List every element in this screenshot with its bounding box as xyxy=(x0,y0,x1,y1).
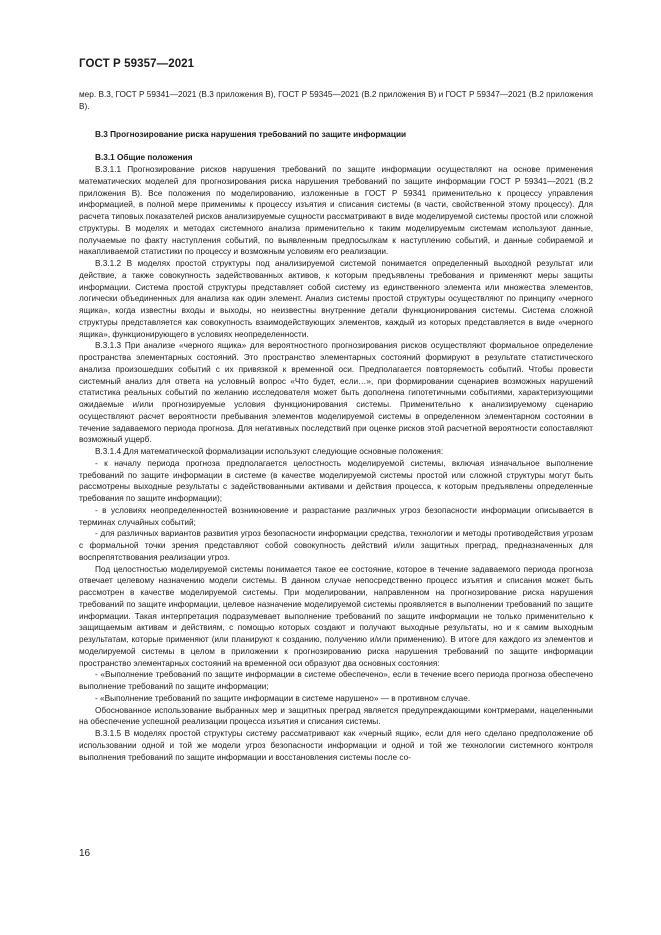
list-item: - «Выполнение требований по защите информации в системе обеспечено», если в течение всего периода прогноза обеспечено выполнение требований по защите информации; xyxy=(79,670,593,691)
page-header: ГОСТ Р 59357—2021 xyxy=(79,58,195,70)
paragraph: В.3.1.4 Для математической формализации используют следующие основные положения: xyxy=(95,447,444,456)
paragraph: Под целостностью моделируемой системы понимается такое ее состояние, которое в течение задаваемого периода прогноза отвечает целевому назначению модели системы. В данном случае непосредственно процесс изъятия и списания может быть рассмотрен в качестве моделируемой системы. При моделировании, направленном на прогнозирование риска нарушения требований по защите информации, целевое назначение моделируемой системы проявляется в выполнении требований по защите информации. Такая интерпретация подразумевает выполнение требований по защите информации не только применительно к защищаемым активам и действиям, с помощью которых создают и получают выходные результаты, но и к самим выходным результатам, которые применяют (или планируют к созданию, получению и/или применению). В итоге для каждого из элементов и моделируемой системы в целом в приложении к прогнозированию риска нарушения требований по защите информации пространство элементарных состояний на временной оси образуют два основных состояния: xyxy=(79,564,593,668)
page-number: 16 xyxy=(79,848,91,859)
paragraph: В.3.1.3 При анализе «черного ящика» для вероятностного прогнозирования рисков осуществляют формальное определение пространства элементарных состояний. Это пространство элементарных состояний формируют в результате статистического анализа произошедших событий с их привязкой к временной оси. Предполагается повторяемость событий. Чтобы провести системный анализ для ответа на условный вопрос «Что будет, если…», при формировании сценариев возможных нарушений статистика реальных событий по желанию исследователя может быть дополнена гипотетичными событиями, характеризующими ожидаемые и/или прогнозируемые условия функционирования системы. Применительно к анализируемому сценарию осуществляют расчет вероятности пребывания элементов моделируемой системы в определенном элементарном состоянии в течение задаваемого периода прогноза. Для негативных последствий при оценке рисков этой расчетной вероятности сопоставляют возможный ущерб. xyxy=(79,341,593,445)
paragraph: мер. В.3, ГОСТ Р 59341—2021 (В.3 приложения В), ГОСТ Р 59345—2021 (В.2 приложения В) и ГОСТ Р 59347—2021 (В.2 приложения В). xyxy=(79,90,593,111)
list-item: - к началу периода прогноза предполагается целостность моделируемой системы, включая изначальное выполнение требований по защите информации в системе (в качестве моделируемой системы простой или сложной структуры могут быть рассмотрены выходные результаты с задействованными активами и действия процесса, к которым предъявлены определенные требования по защите информации); xyxy=(79,458,593,503)
list-item: - «Выполнение требований по защите информации в системе нарушено» — в противном случае. xyxy=(95,693,471,703)
paragraph: В.3.1.2 В моделях простой структуры под анализируемой системой понимается определенный выходной результат или действие, а также совокупность задействованных активов, к которым предъявлены требования и применяют меры защиты информации. Система простой структуры представляет собой систему из единственного элемента или множества элементов, логически объединенных для анализа как один элемент. Анализ системы простой структуры осуществляют по принципу «черного ящика», когда известны входы и выходы, но неизвестны внутренние детали функционирования системы. Система сложной структуры представляется как совокупность взаимодействующих элементов, каждый из которых представляется в виде «черного ящика», функционирующего в условиях неопределенности. xyxy=(79,259,593,339)
document-body xyxy=(79,89,593,763)
list-item: - в условиях неопределенностей возникновение и разрастание различных угроз безопасности информации описывается в терминах случайных событий; xyxy=(79,505,593,527)
subsection-heading: В.3.1 Общие положения xyxy=(95,153,193,163)
paragraph: В.3.1.1 Прогнозирование рисков нарушения требований по защите информации осуществляют на основе применения математических моделей для прогнозирования риска нарушения требований по защите информации ГОСТ Р 59341—2021 (В.2 приложения В). Все положения по моделированию, изложенные в ГОСТ Р 59341 применительно к процессу управления информацией, в полной мере применимы к процессу изъятия и списания системы (в части, свойственной этому процессу). Для расчета типовых показателей рисков анализируемые сущности рассматривают в виде моделируемой системы простой или сложной структуры. В моделях и методах системного анализа применительно к таким моделируемым системам используют данные, получаемые по факту наступления событий, по выявленным предпосылкам к наступлению событий, и данные собираемой и накапливаемой статистики по процессу и возможным условиям его реализации. xyxy=(79,165,593,257)
list-item: - для различных вариантов развития угроз безопасности информации средства, технологии и методы противодействия угрозам с формальной точки зрения представляют собой совокупность действий и/или защитных преград, предназначенных для воспрепятствования реализации угроз. xyxy=(79,529,593,562)
paragraph: В.3.1.5 В моделях простой структуры систему рассматривают как «черный ящик», если для него сделано предположение об использовании одной и той же модели угроз безопасности информации и одной и той же технологии системного контроля выполнения требований по защите информации и восстановления системы после со- xyxy=(79,729,593,762)
paragraph: Обоснованное использование выбранных мер и защитных преград является предупреждающими контрмерами, нацеленными на обеспечение успешной реализации процесса изъятия и списания системы. xyxy=(79,705,593,727)
section-heading: В.3 Прогнозирование риска нарушения требований по защите информации xyxy=(95,129,407,139)
